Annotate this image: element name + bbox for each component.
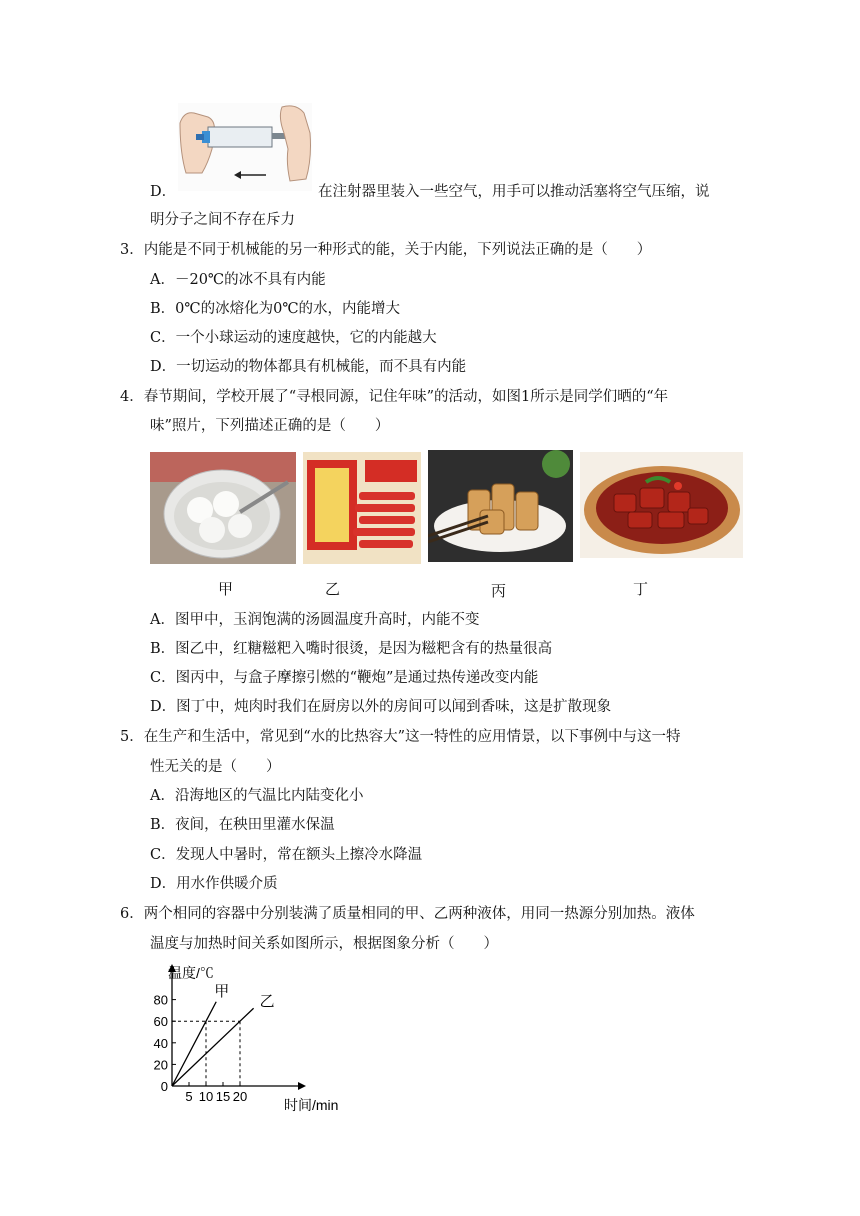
tangyuan-photo	[150, 452, 296, 564]
syringe-photo	[178, 103, 312, 191]
x-tick-label: 20	[232, 1089, 248, 1104]
q4-option-a: A．图甲中，玉润饱满的汤圆温度升高时，内能不变	[150, 612, 480, 628]
x-axis-arrow	[298, 1082, 306, 1090]
q5-option-a: A．沿海地区的气温比内陆变化小	[150, 788, 364, 804]
q3-option-b: B．0℃的冰熔化为0℃的水，内能增大	[150, 301, 401, 317]
x-axis-label: 时间/min	[284, 1097, 339, 1113]
photo-caption-yi: 乙	[325, 580, 341, 598]
x-tick-label: 10	[198, 1089, 214, 1104]
series-line-jia	[172, 1002, 216, 1086]
y-tick-label: 0	[160, 1079, 168, 1094]
series-label-yi: 乙	[259, 993, 275, 1011]
y-tick-label: 40	[153, 1035, 168, 1051]
q6-stem: 6．两个相同的容器中分别装满了质量相同的甲、乙两种液体，用同一热源分别加热。液体	[120, 906, 695, 922]
photo-caption-jia: 甲	[218, 580, 234, 598]
y-tick-label: 80	[153, 992, 168, 1008]
q5-option-c: C．发现人中暑时，常在额头上擦冷水降温	[150, 847, 423, 863]
q3-option-a: A．－20℃的冰不具有内能	[150, 272, 326, 288]
q2-option-d-label: D．	[150, 184, 177, 200]
q3-option-d: D．一切运动的物体都具有机械能，而不具有内能	[150, 359, 467, 375]
q2-option-d-text-cont: 明分子之间不存在斥力	[150, 212, 295, 228]
q4-option-b: B．图乙中，红糖糍粑入嘴时很烫，是因为糍粑含有的热量很高	[150, 641, 553, 657]
q3-stem: 3．内能是不同于机械能的另一种形式的能，关于内能，下列说法正确的是（ ）	[120, 242, 652, 258]
y-axis-label: 温度/℃	[168, 965, 214, 981]
braised-pork-photo	[580, 452, 743, 558]
x-tick-label: 15	[215, 1089, 231, 1104]
q4-stem-cont: 味”照片，下列描述正确的是（ ）	[150, 418, 390, 434]
photo-caption-bing: 丙	[491, 582, 507, 600]
firecracker-photo	[303, 452, 421, 564]
q6-stem-cont: 温度与加热时间关系如图所示，根据图象分析（ ）	[150, 936, 498, 952]
temperature-time-chart	[140, 958, 380, 1118]
y-tick-label: 60	[153, 1014, 168, 1030]
series-line-yi	[172, 1008, 254, 1086]
series-label-jia: 甲	[214, 982, 230, 1000]
photo-caption-ding: 丁	[633, 580, 649, 598]
x-tick-label: 5	[185, 1089, 193, 1104]
q2-option-d-text: 在注射器里装入一些空气，用手可以推动活塞将空气压缩，说	[318, 184, 710, 200]
q5-option-d: D．用水作供暖介质	[150, 876, 278, 892]
y-tick-label: 20	[153, 1057, 168, 1073]
q5-stem: 5．在生产和生活中，常见到“水的比热容大”这一特性的应用情景，以下事例中与这一特	[120, 729, 681, 745]
q4-option-c: C．图丙中，与盒子摩擦引燃的“鞭炮”是通过热传递改变内能	[150, 670, 539, 686]
q5-stem-cont: 性无关的是（ ）	[150, 759, 281, 775]
q5-option-b: B．夜间，在秧田里灌水保温	[150, 817, 335, 833]
ciba-photo	[428, 450, 573, 562]
q3-option-c: C．一个小球运动的速度越快，它的内能越大	[150, 330, 437, 346]
q4-stem: 4．春节期间，学校开展了“寻根同源，记住年味”的活动，如图1所示是同学们晒的“年	[120, 389, 669, 405]
q4-option-d: D．图丁中，炖肉时我们在厨房以外的房间可以闻到香味，这是扩散现象	[150, 699, 612, 715]
